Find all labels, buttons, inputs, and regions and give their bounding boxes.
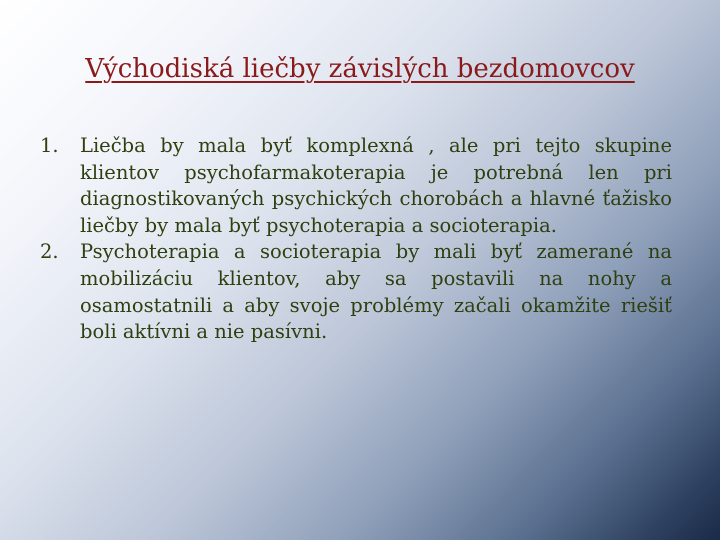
list-item-number: 2. (40, 240, 59, 264)
list-item-number: 1. (40, 134, 59, 157)
list-item (40, 133, 672, 239)
list-item-text: Psychoterapia a socioterapia by mali byť zamerané na mobilizáciu klientov, aby sa postavili na nohy a osamostatnili a aby svoje problémy začali okamžite riešiť boli aktívni a nie pasívni. (80, 240, 672, 344)
list-item (40, 239, 672, 345)
slide-title: Východiská liečby závislých bezdomovcov (85, 54, 635, 84)
list-item-text: Liečba by mala byť komplexná , ale pri tejto skupine klientov psychofarmakoterapia je potrebná len pri diagnostikovaných psychických chorobách a hlavné ťažisko liečby by mala byť psychoterapia a socioterapia. (80, 134, 672, 237)
numbered-list (40, 133, 672, 346)
